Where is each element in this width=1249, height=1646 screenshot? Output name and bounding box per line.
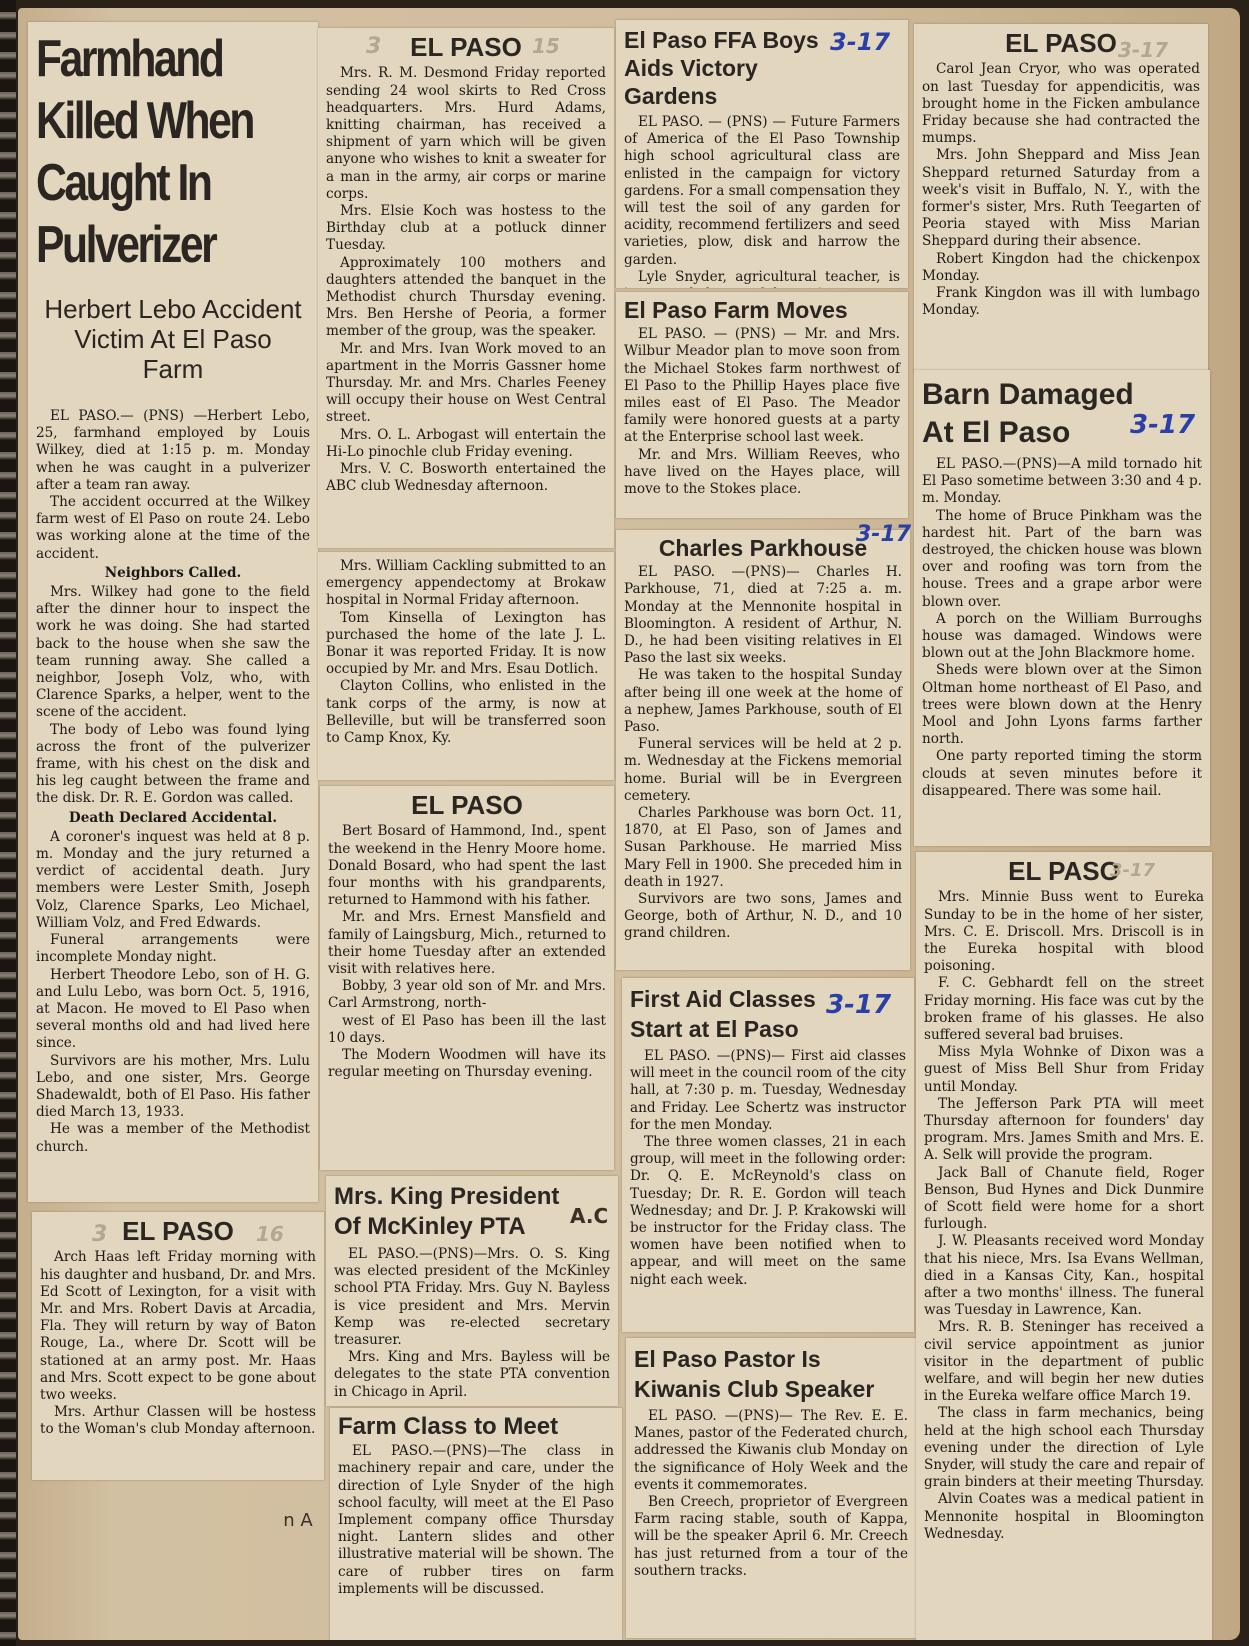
handwritten-date: 3-17 bbox=[1130, 410, 1196, 440]
clipping-el-paso-bosard bbox=[320, 786, 614, 1170]
paragraph: EL PASO. —(PNS)— First aid classes will meet in the council room of the city hall, at 7:30 p. m. Tuesday, Wednesday and Friday. Lee Schertz was instructor for the men Monday. bbox=[630, 1048, 906, 1133]
headline: EL PASO bbox=[410, 32, 522, 62]
headline: El Paso Pastor Is Kiwanis Club Speaker bbox=[634, 1346, 875, 1402]
headline: Barn Damaged At El Paso bbox=[922, 378, 1134, 449]
handwritten-date: 3-17 bbox=[1118, 38, 1169, 62]
handwritten-date: 3-17 bbox=[1110, 860, 1156, 881]
paragraph: Frank Kingdon was ill with lumbago Monday. bbox=[922, 284, 1200, 319]
paragraph: Survivors are two sons, James and George, both of Arthur, N. D., and 10 grand children. bbox=[624, 891, 902, 942]
paragraph: A porch on the William Burroughs house was damaged. Windows were blown out at the John Blackmore home. bbox=[922, 610, 1202, 662]
spiral-binding bbox=[0, 0, 16, 1646]
paragraph: EL PASO.—(PNS)—The class in machinery repair and care, under the direction of Lyle Snyder of the high school faculty, will meet at the El Paso Implement company office Thursday night. Lantern slides and other illustrative material will be shown. The care of rubber tires on farm implements will be discussed. bbox=[338, 1443, 614, 1597]
paragraph: A coroner's inquest was held at 8 p. m. Monday and the jury returned a verdict of accidental death. Jury members were Lester Smith, Joseph Volz, Clarence Sparks, Leo Michael, William Volz, and Fred Edwards. bbox=[36, 828, 310, 931]
paragraph: Robert Kingdon had the chickenpox Monday. bbox=[922, 250, 1200, 284]
headline: First Aid Classes Start at El Paso bbox=[630, 986, 816, 1042]
paragraph: The three women classes, 21 in each group, will meet in the following order: Dr. Q. E. McReynold's class on Tuesday; Dr. R. E. Gordon will teach Wednesday; and Dr. J. P. Krakowski will be instructor for the Friday class. The women have been notified when to appear, and will meet on the same night each week. bbox=[630, 1134, 906, 1288]
paragraph: Arch Haas left Friday morning with his daughter and husband, Dr. and Mrs. Ed Scott of Lexington, for a visit with Mr. and Mrs. Robert Davis at Arcadia, Fla. They will return by way of Baton Rouge, La., where Dr. Scott will be stationed at an army post. Mr. Haas and Mrs. Scott expect to be gone about two weeks. bbox=[40, 1249, 316, 1403]
clipping-farmhand-killed bbox=[28, 22, 318, 1202]
clipping-parkhouse bbox=[616, 530, 910, 970]
paragraph: The accident occurred at the Wilkey farm west of El Paso on route 24. Lebo was working alone at the time of the accident. bbox=[36, 494, 310, 562]
clipping-cackling bbox=[318, 552, 614, 780]
headline: EL PASO bbox=[411, 790, 523, 820]
paragraph: Mrs. William Cackling submitted to an emergency appendectomy at Brokaw hospital in Normal Friday afternoon. bbox=[326, 558, 606, 609]
headline: EL PASO bbox=[1005, 28, 1117, 58]
paragraph: Mrs. Wilkey had gone to the field after the dinner hour to inspect the work he was doing. She had started back to the house when she saw the team running away. She called a neighbor, Joseph Volz, who, with Clarence Sparks, a helper, went to the scene of the accident. bbox=[36, 584, 310, 721]
paragraph: Bobby, 3 year old son of Mr. and Mrs. Carl Armstrong, north- bbox=[328, 978, 606, 1012]
paragraph: He was a member of the Methodist church. bbox=[36, 1121, 310, 1155]
paragraph: EL PASO. — (PNS) — Mr. and Mrs. Wilbur Meador plan to move soon from the Michael Stokes farm northwest of El Paso to the Phillip Hayes place five miles east of El Paso. The Meador family were honored guests at a party at the Enterprise school last week. bbox=[624, 326, 900, 446]
paragraph: The class in farm mechanics, being held at the high school each Thursday evening under the direction of Lyle Snyder, will study the care and repair of grain binders at their meeting Thursday. bbox=[924, 1405, 1205, 1491]
section-subhead: Neighbors Called. bbox=[104, 564, 242, 581]
clipping-first-aid bbox=[622, 978, 914, 1332]
headline: Farmhand Killed When Caught In Pulverizer bbox=[36, 30, 253, 274]
headline: El Paso Farm Moves bbox=[624, 297, 848, 323]
paragraph: The body of Lebo was found lying across the front of the pulverizer frame, with his chest on the disk and his leg caught between the frame and the disk. Dr. R. E. Gordon was called. bbox=[36, 721, 310, 807]
paragraph: EL PASO. —(PNS)— The Rev. E. E. Manes, pastor of the Federated church, addressed the Kiwanis club Monday on the significance of Holy Week and the events it commemorates. bbox=[634, 1408, 908, 1493]
paragraph: EL PASO.—(PNS)—A mild tornado hit El Paso sometime between 3:30 and 4 p. m. Monday. bbox=[922, 456, 1202, 507]
paragraph: One party reported timing the storm clouds at seven minutes before it disappeared. There was some hail. bbox=[922, 748, 1202, 799]
paragraph: Mr. and Mrs. Ivan Work moved to an apartment in the Morris Gassner home Thursday. Mr. and Mrs. Charles Feeney will occupy their house on West Central street. bbox=[326, 340, 606, 426]
handwritten-date: 3-17 bbox=[830, 28, 891, 56]
paragraph: Tom Kinsella of Lexington has purchased the home of the late J. L. Bonar it was reported Friday. It is now occupied by Mr. and Mrs. Esau Dotlich. bbox=[326, 609, 606, 678]
clipping-el-paso-cryor bbox=[914, 24, 1208, 372]
paragraph: The home of Bruce Pinkham was the hardest hit. Part of the barn was destroyed, the chicken house was blown over and roofing was torn from the house. Trees and a grape arbor were blown over. bbox=[922, 507, 1202, 610]
headline: EL PASO bbox=[122, 1216, 234, 1246]
paragraph: Mr. and Mrs. Ernest Mansfield and family of Laingsburg, Mich., returned to their home Tuesday after an extended visit with relatives here. bbox=[328, 909, 606, 977]
clipping-barn-damaged bbox=[914, 370, 1210, 846]
paragraph: Mrs. Minnie Buss went to Eureka Sunday to be in the home of her sister, Mrs. C. E. Driscoll. Mrs. Driscoll is in the Eureka hospital with blood poisoning. bbox=[924, 889, 1204, 975]
paragraph: EL PASO. — (PNS) — Future Farmers of America of the El Paso Township high school agricultural class are enlisted in the campaign for victory gardens. For a small compensation they will test the soil of any garden for acidity, recommend fertilizers and seed varieties, plow, disk and harrow the garden. bbox=[624, 114, 900, 268]
paragraph: Survivors are his mother, Mrs. Lulu Lebo, and one sister, Mrs. George Shadewaldt, both of El Paso. His father died March 13, 1933. bbox=[36, 1052, 310, 1121]
paragraph: The Jefferson Park PTA will meet Thursday afternoon for founders' day program. Mrs. James Smith and Mrs. E. A. Selk will provide the program. bbox=[924, 1095, 1204, 1164]
paragraph: Funeral services will be held at 2 p. m. Wednesday at the Fickens memorial home. Burial will be in Evergreen cemetery. bbox=[624, 736, 902, 804]
paragraph: Sheds were blown over at the Simon Oltman home northeast of El Paso, and trees were blown down at the Henry Mool and John Lyons farms farther north. bbox=[922, 662, 1202, 748]
marginal-mark: n A bbox=[283, 1510, 313, 1531]
handwritten-initials: A.C bbox=[570, 1204, 609, 1228]
paragraph: Mrs. R. B. Steninger has received a civil service appointment as junior visitor in the department of public welfare, and will begin her new duties in the Eureka welfare office March 19. bbox=[924, 1319, 1204, 1405]
paragraph: Mrs. King and Mrs. Bayless will be delegates to the state PTA convention in Chicago in April. bbox=[334, 1349, 610, 1400]
paragraph: J. W. Pleasants received word Monday that his niece, Mrs. Isa Evans Wellman, died in a Kansas City, Kan., hospital after a two months' illness. The funeral was Tuesday in Lawrence, Kan. bbox=[924, 1233, 1204, 1319]
paragraph: Bert Bosard of Hammond, Ind., spent the weekend in the Henry Moore home. Donald Bosard, who had spent the last four months with his grandparents, returned to Hammond with his father. bbox=[328, 823, 606, 909]
headline: El Paso FFA Boys Aids Victory Gardens bbox=[624, 27, 819, 109]
headline: Farm Class to Meet bbox=[338, 1413, 559, 1440]
paragraph: west of El Paso has been ill the last 10 days. bbox=[328, 1012, 606, 1046]
paragraph: Carol Jean Cryor, who was operated on last Tuesday for appendicitis, was brought home in the Ficken ambulance Friday because she had contracted the mumps. bbox=[922, 61, 1200, 147]
handwritten-date: 3-17 bbox=[856, 522, 912, 547]
paragraph: Mrs. Elsie Koch was hostess to the Birthday club at a potluck dinner Tuesday. bbox=[326, 202, 606, 254]
paragraph: Alvin Coates was a medical patient in Mennonite hospital in Bloomington Wednesday. bbox=[924, 1491, 1204, 1542]
clipping-el-paso-desmond bbox=[318, 28, 614, 548]
handwritten-date: 3-17 bbox=[826, 990, 892, 1020]
paragraph: Herbert Theodore Lebo, son of H. G. and Lulu Lebo, was born Oct. 5, 1916, at Macon. He moved to El Paso when several months old and had lived here since. bbox=[36, 966, 310, 1052]
handwritten-date: 15 bbox=[532, 34, 560, 58]
paragraph: Jack Ball of Chanute field, Roger Benson, Bud Hynes and Dick Dunmire of Scott field were home for a short furlough. bbox=[924, 1164, 1204, 1233]
clipping-ffa-boys bbox=[616, 20, 908, 288]
clipping-farm-moves bbox=[616, 292, 908, 518]
headline: EL PASO bbox=[1008, 856, 1120, 886]
paragraph: Clayton Collins, who enlisted in the tank corps of the army, is now at Belleville, but will be transferred soon to Camp Knox, Ky. bbox=[326, 678, 606, 747]
handwritten-mark: 3 bbox=[92, 1222, 108, 1247]
paragraph: Charles Parkhouse was born Oct. 11, 1870, at El Paso, son of James and Susan Parkhouse. He married Miss Mary Fell in 1900. She preceded him in death in 1927. bbox=[624, 804, 902, 890]
clipping-el-paso-haas bbox=[32, 1212, 324, 1480]
section-subhead: Death Declared Accidental. bbox=[68, 809, 278, 826]
paragraph: F. C. Gebhardt fell on the street Friday morning. His face was cut by the broken frame of his glasses. He also suffered several bad bruises. bbox=[924, 975, 1204, 1043]
paragraph: Mrs. Arthur Classen will be hostess to the Woman's club Monday afternoon. bbox=[40, 1404, 316, 1438]
subheadline: Herbert Lebo Accident Victim At El Paso Farm bbox=[44, 294, 302, 384]
paragraph: Mrs. R. M. Desmond Friday reported sending 24 wool skirts to Red Cross headquarters. Mrs. Hurd Adams, knitting chairman, has received a shipment of yarn which will be given anyone who wishes to knit a sweater for a man in the army, air corps or marine corps. bbox=[326, 65, 606, 202]
paragraph: EL PASO.— (PNS) —Herbert Lebo, 25, farmhand employed by Louis Wilkey, died at 1:15 p. m. Monday when he was caught in a pulverizer after a team ran away. bbox=[36, 408, 310, 493]
handwritten-date: 16 bbox=[256, 1222, 284, 1246]
paragraph: Mrs. John Sheppard and Miss Jean Sheppard returned Saturday from a week's visit in Buffalo, N. Y., with the former's sister, Mrs. Ruth Teegarten of Peoria stayed with Miss Marian Sheppard during their absence. bbox=[922, 147, 1200, 250]
clipping-kiwanis bbox=[626, 1338, 916, 1638]
paragraph: Funeral arrangements were incomplete Monday night. bbox=[36, 932, 310, 966]
paragraph: Approximately 100 mothers and daughters attended the banquet in the Methodist church Thursday evening. Mrs. Ben Hershe of Peoria, a former member of the group, was the speaker. bbox=[326, 254, 606, 340]
clipping-farm-class bbox=[330, 1408, 622, 1640]
clipping-el-paso-buss bbox=[916, 852, 1212, 1640]
paragraph: Miss Myla Wohnke of Dixon was a guest of Miss Bell Shur from Friday until Monday. bbox=[924, 1044, 1204, 1095]
paragraph: Mrs. O. L. Arbogast will entertain the Hi-Lo pinochle club Friday evening. bbox=[326, 426, 606, 460]
headline: Charles Parkhouse bbox=[658, 535, 868, 561]
headline: Mrs. King President Of McKinley PTA bbox=[334, 1183, 560, 1240]
paragraph: Mr. and Mrs. William Reeves, who have lived on the Hayes place, will move to the Stokes place. bbox=[624, 446, 900, 497]
paragraph: The Modern Woodmen will have its regular meeting on Thursday evening. bbox=[328, 1046, 606, 1081]
handwritten-mark: 3 bbox=[366, 34, 382, 59]
paragraph: Lyle Snyder, agricultural teacher, is bbox=[638, 268, 900, 285]
paragraph: Ben Creech, proprietor of Evergreen Farm racing stable, south of Kappa, will be the speaker April 6. Mr. Creech has just returned from a tour of the southern tracks. bbox=[634, 1494, 908, 1579]
paragraph: EL PASO. —(PNS)— Charles H. Parkhouse, 71, died at 7:25 a. m. Monday at the Mennonite hospital in Bloomington. A resident of Arthur, N. D., he had been visiting relatives in El Paso the last six weeks. bbox=[624, 564, 902, 667]
paragraph: Mrs. V. C. Bosworth entertained the ABC club Wednesday afternoon. bbox=[326, 460, 606, 495]
paragraph: He was taken to the hospital Sunday after being ill one week at the home of a nephew, James Parkhouse, south of El Paso. bbox=[624, 667, 902, 735]
paragraph: EL PASO.—(PNS)—Mrs. O. S. King was elected president of the McKinley school PTA Friday. Mrs. Guy N. Bayless is vice president and Mrs. Mervin Kemp was re-elected secretary treasurer. bbox=[334, 1246, 610, 1349]
